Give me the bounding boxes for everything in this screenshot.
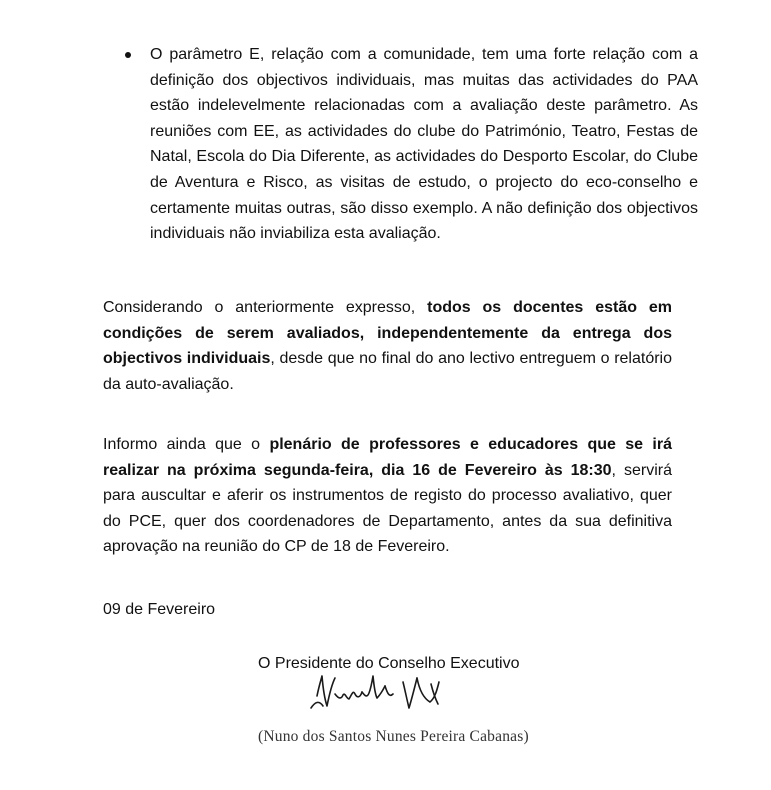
bullet-item-text: O parâmetro E, relação com a comunidade, tem uma forte relação com a definição dos objectivos individuais, mas muitas das actividades do PAA estão indelevelmente relacionadas com a avaliação deste parâmetro. As reuniões com EE, as actividades do clube do Património, Teatro, Festas de Natal, Escola do Dia Diferente, as actividades do Desporto Escolar, do Clube de Aventura e Risco, as visitas de estudo, o projecto do eco-conselho e certamente muitas outras, são disso exemplo. A não definição dos objectivos individuais não inviabiliza esta avaliação. xyxy=(150,46,698,243)
bullet-icon xyxy=(125,52,131,58)
paragraph-evaluation-conditions xyxy=(103,295,672,397)
signatory-title: O Presidente do Conselho Executivo xyxy=(258,655,520,672)
paragraph-2-rest: , servirá para auscultar e aferir os instrumentos de registo do processo avaliativo, quer do PCE, quer dos coordenadores de Departamento, antes da sua definitiva aprovação na reunião do CP de 18 de Fevereiro. xyxy=(103,461,672,556)
paragraph-2-bold: plenário de professores e educadores que se irá realizar na próxima segunda-feira, dia 16 de Fevereiro às 18:30 xyxy=(103,436,673,479)
paragraph-2-intro: Informo ainda que o xyxy=(103,436,270,453)
paragraph-plenary-notice xyxy=(103,432,672,560)
document-date: 09 de Fevereiro xyxy=(103,601,216,618)
paragraph-1-intro: Considerando o anteriormente expresso, xyxy=(103,299,428,316)
signature-strokes xyxy=(311,676,439,708)
handwritten-signature xyxy=(305,668,450,720)
paragraph-1-rest: , desde que no final do ano lectivo entreguem o relatório da auto-avaliação. xyxy=(103,350,672,393)
paragraph-1-bold: todos os docentes estão em condições de serem avaliados, independentemente da entrega dos objectivos individuais xyxy=(103,299,672,368)
signatory-name: (Nuno dos Santos Nunes Pereira Cabanas) xyxy=(258,728,529,745)
